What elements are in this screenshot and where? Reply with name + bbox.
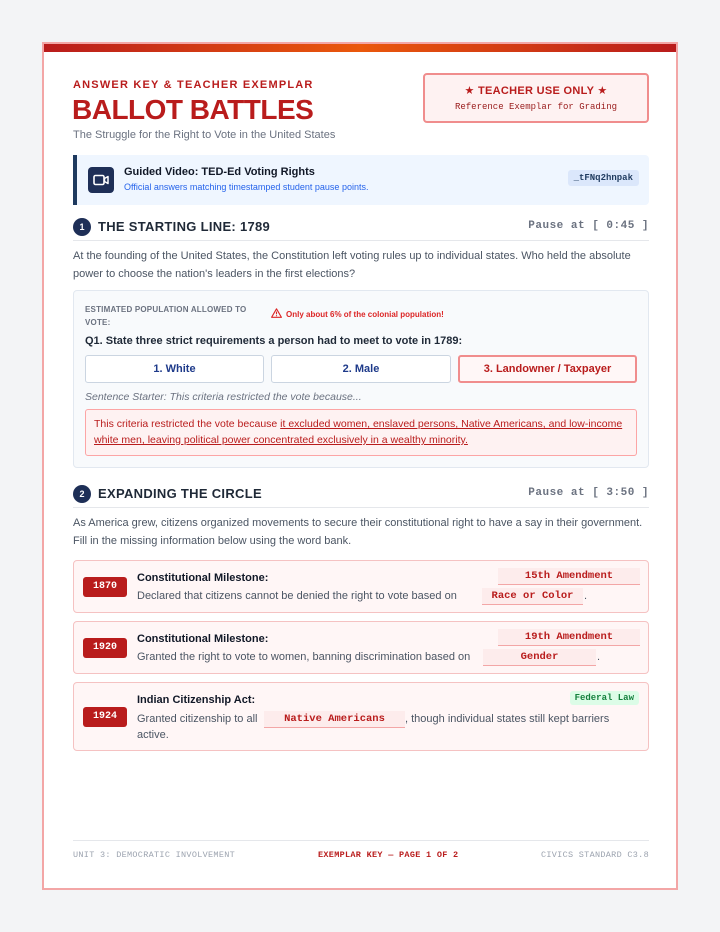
milestone-card-1870 (73, 560, 649, 613)
question-1-box (73, 290, 649, 468)
milestone-blank-answer[interactable]: Native Americans (264, 711, 405, 728)
milestone-text-line2: active. (137, 729, 169, 741)
requirement-3-field[interactable]: 3. Landowner / Taxpayer (458, 355, 637, 383)
milestone-text-body: Declared that citizens cannot be denied the right to vote based on (137, 590, 457, 602)
eyebrow-label: ANSWER KEY & TEACHER EXEMPLAR (73, 79, 314, 91)
page-footer (73, 840, 649, 860)
footer-page-number: EXEMPLAR KEY — PAGE 1 OF 2 (318, 850, 459, 860)
milestone-blank-answer[interactable]: Race or Color (482, 588, 583, 605)
teacher-use-badge (423, 73, 649, 123)
section-2-title: EXPANDING THE CIRCLE (98, 486, 262, 501)
requirement-1-field[interactable]: 1. White (85, 355, 264, 383)
teacher-badge-subtitle: Reference Exemplar for Grading (454, 102, 618, 112)
milestone-year: 1920 (83, 638, 127, 658)
exemplar-answer (85, 409, 637, 456)
population-warning (271, 308, 444, 319)
milestone-card-1920 (73, 621, 649, 674)
section-1-header (73, 217, 649, 241)
exemplar-answer-body: it excluded women, enslaved persons, Native Americans, and low-income white men, leaving political power concentrated exclusively in a wealthy minority. (94, 418, 623, 446)
federal-law-badge: Federal Law (570, 691, 639, 705)
video-camera-icon (88, 167, 114, 193)
video-code-chip[interactable]: _tFNq2hnpak (568, 170, 639, 186)
estimated-population-label: ESTIMATED POPULATION ALLOWED TO VOTE: (85, 305, 247, 327)
milestone-text-body: Granted the right to vote to women, banning discrimination based on (137, 651, 471, 663)
top-accent-bar (44, 44, 676, 52)
page-title: BALLOT BATTLES (72, 94, 314, 125)
milestone-title: Constitutional Milestone: (137, 633, 269, 645)
milestone-text (137, 649, 470, 665)
sentence-starter: Sentence Starter: This criteria restricted the vote because... (85, 391, 362, 403)
milestone-text-suffix: . (597, 651, 601, 663)
milestone-title: Constitutional Milestone: (137, 572, 269, 584)
teacher-badge-title: ★ TEACHER USE ONLY ★ (464, 85, 608, 97)
section-1-number: 1 (73, 218, 91, 236)
section-1-title: THE STARTING LINE: 1789 (98, 219, 271, 234)
footer-standard: CIVICS STANDARD C3.8 (540, 850, 649, 860)
section-2-pause-time: Pause at [ 3:50 ] (528, 487, 649, 499)
milestone-title-answer[interactable]: 19th Amendment (498, 629, 640, 646)
warning-icon (271, 308, 282, 318)
milestone-year: 1870 (83, 577, 127, 597)
population-warning-text: Only about 6% of the colonial population! (286, 310, 444, 319)
milestone-year: 1924 (83, 707, 127, 727)
requirement-2-field[interactable]: 2. Male (271, 355, 451, 383)
milestone-text-before: Granted citizenship to all (137, 713, 258, 725)
footer-unit: UNIT 3: DEMOCRATIC INVOLVEMENT (73, 850, 236, 860)
milestone-title: Indian Citizenship Act: (137, 694, 256, 706)
section-2-number: 2 (73, 485, 91, 503)
milestone-text-suffix: . (584, 590, 588, 602)
video-callout[interactable] (73, 155, 649, 205)
exemplar-answer-prefix: This criteria restricted the vote because (94, 418, 281, 430)
question-1-prompt: Q1. State three strict requirements a person had to meet to vote in 1789: (85, 335, 463, 347)
section-1-pause-time: Pause at [ 0:45 ] (528, 220, 649, 232)
section-2-header (73, 484, 649, 508)
worksheet-page (42, 42, 678, 890)
section-1-intro: At the founding of the United States, the Constitution left voting rules up to individual states. Who held the absolute power to choose the nation's leaders in the first elections? (73, 250, 631, 280)
video-subtitle: Official answers matching timestamped student pause points. (124, 182, 369, 192)
video-title: Guided Video: TED-Ed Voting Rights (124, 166, 315, 178)
milestone-text (137, 588, 457, 604)
section-2-intro: As America grew, citizens organized movements to secure their constitutional right to have a say in their government. Fill in the missing information below using the word bank. (73, 517, 643, 547)
milestone-blank-answer[interactable]: Gender (483, 649, 596, 666)
milestone-text-after: , though individual states still kept barriers (405, 713, 610, 725)
milestone-title-answer[interactable]: 15th Amendment (498, 568, 640, 585)
page-subtitle: The Struggle for the Right to Vote in the United States (73, 129, 336, 141)
milestone-card-1924 (73, 682, 649, 751)
